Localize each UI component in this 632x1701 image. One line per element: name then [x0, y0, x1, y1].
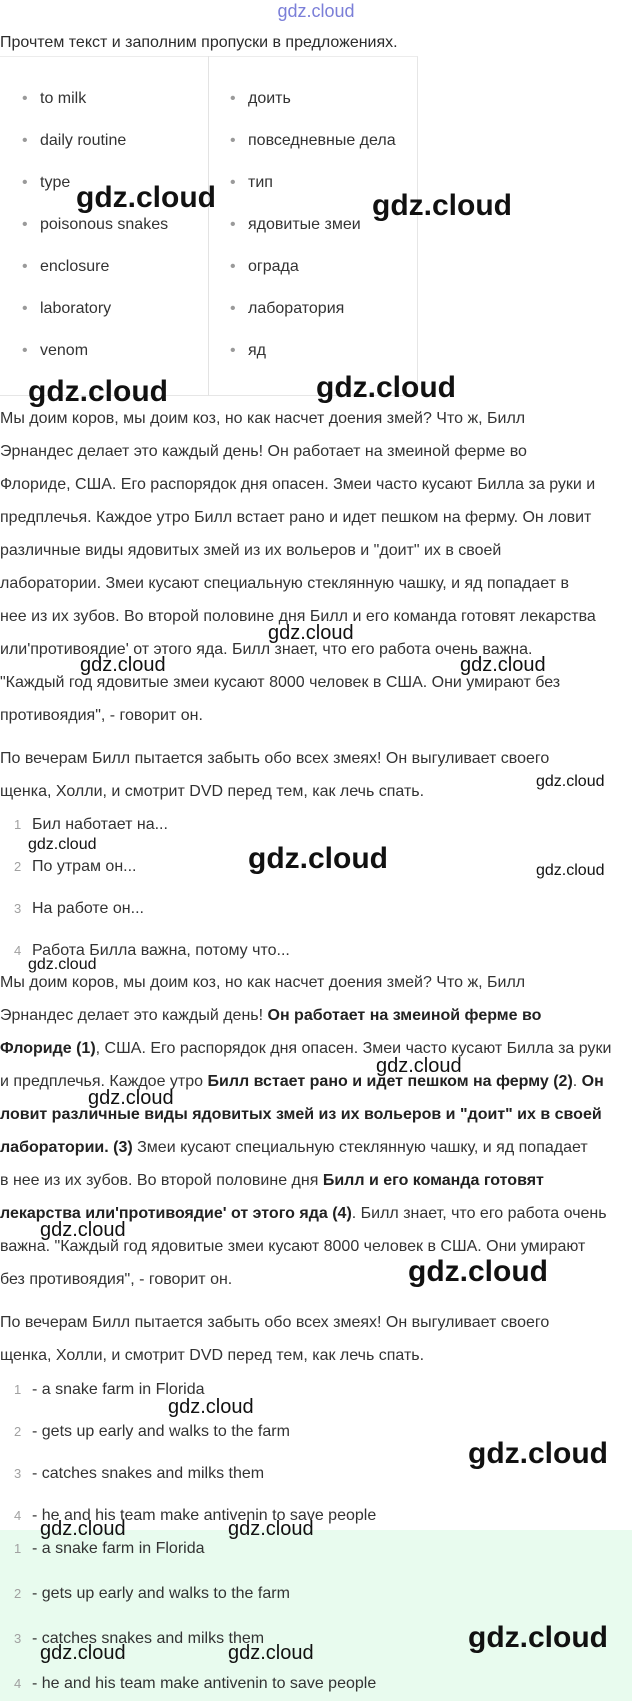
answer-item: 3 - catches snakes and milks them — [14, 1465, 265, 1482]
vocab-ru-item: • ядовитые змеи — [230, 216, 361, 233]
watermark: gdz.cloud — [248, 842, 388, 875]
vocab-en-item: • venom — [22, 342, 89, 359]
vocab-en-item: • daily routine — [22, 132, 127, 149]
vocab-ru-item: • повседневные дела — [230, 132, 396, 149]
vocabulary-divider — [208, 56, 209, 396]
question-item: 3 На работе он... — [14, 900, 144, 917]
watermark: gdz.cloud — [408, 1255, 548, 1288]
vocab-ru-item: • лаборатория — [230, 300, 345, 317]
question-item: 4 Работа Билла важна, потому что... — [14, 942, 290, 959]
watermark: gdz.cloud — [468, 1621, 608, 1654]
answer-highlight: лекарства или'противоядие' от этого яда (4) — [0, 1205, 352, 1222]
answer-highlight: лаборатории. (3) — [0, 1139, 133, 1156]
site-logo: gdz.cloud — [277, 1, 355, 21]
answer-highlight: Билл и его команда готовят — [322, 1172, 544, 1189]
final-answer-item: 4 - he and his team make antivenin to save people — [14, 1675, 377, 1692]
watermark: gdz.cloud — [76, 181, 216, 214]
watermark: gdz.cloud — [40, 1518, 126, 1540]
story-text-annotated-ending: По вечерам Билл пытается забыть обо всех змеях! Он выгуливает своего щенка, Холли, и смотрит DVD перед тем, как лечь спать. — [0, 1314, 550, 1364]
vocab-ru-item: • тип — [230, 174, 273, 191]
answer-item: 4 - he and his team make antivenin to save people — [14, 1507, 377, 1524]
watermark: gdz.cloud — [40, 1642, 126, 1664]
watermark: gdz.cloud — [168, 1396, 254, 1418]
question-item: 2 По утрам он... — [14, 858, 137, 875]
vocab-ru-item: • ограда — [230, 258, 299, 275]
watermark: gdz.cloud — [268, 622, 354, 644]
story-text: Мы доим коров, мы доим коз, но как насчет доения змей? Что ж, Билл Эрнандес делает это каждый день! Он работает на змеиной ферме во Флориде, США. Его распорядок дня опасен. Змеи часто кусают Билла за руки и предплечья. Каждое утро Билл встает рано и идет пешком на ферму. Он ловит различные виды ядовитых змей из их вольеров и "доит" их в своей лаборатории. Змеи кусают специальную стеклянную чашку, и яд попадает в нее из их зубов. Во второй половине дня Билл и его команда готовят лекарства или'противоядие' от этого яда. Билл знает, что его работа очень важна. "Каждый год ядовитые змеи кусают 8000 человек в США. Они умирают без противоядия", - говорит он. — [0, 410, 596, 724]
answer-highlight: Он — [581, 1073, 604, 1090]
vocab-ru-item: • доить — [230, 90, 291, 107]
watermark: gdz.cloud — [316, 371, 456, 404]
vocab-en-item: • poisonous snakes — [22, 216, 169, 233]
answer-highlight: Он работает на змеиной ферме во — [267, 1007, 542, 1024]
final-answer-item: 3 - catches snakes and milks them — [14, 1630, 265, 1647]
story-text-annotated: Мы доим коров, мы доим коз, но как насчет доения змей? Что ж, Билл Эрнандес делает это каждый день! Он работает на змеиной ферме во Флориде (1), США. Его распорядок дня опасен. Змеи часто кусают Билла за руки и предплечья. Каждое утро Билл встает рано и идет пешком на ферму (2). Он ловит различные виды ядовитых змей из их вольеров и "доит" их в своей лаборатории. (3) Змеи кусают специальную стеклянную чашку, и яд попадает в нее из их зубов. Во второй половине дня Билл и его команда готовят лекарства или'противоядие' от этого яда (4). Билл знает, что его работа очень важна. "Каждый год ядовитые змеи кусают 8000 человек в США. Они умирают без противоядия", - говорит он. — [0, 974, 612, 1288]
answer-highlight: ловит различные виды ядовитых змей из их вольеров и "доит" их в своей — [0, 1106, 602, 1123]
watermark: gdz.cloud — [80, 654, 166, 676]
watermark: gdz.cloud — [536, 773, 605, 790]
watermark: gdz.cloud — [88, 1087, 174, 1109]
intro-text: Прочтем текст и заполним пропуски в предложениях. — [0, 34, 398, 51]
question-item: 1 Бил наботает на... — [14, 816, 168, 833]
answer-highlight: Флориде (1) — [0, 1040, 96, 1057]
watermark: gdz.cloud — [28, 956, 97, 973]
story-text-ending: По вечерам Билл пытается забыть обо всех змеях! Он выгуливает своего щенка, Холли, и смотрит DVD перед тем, как лечь спать. — [0, 750, 550, 800]
watermark: gdz.cloud — [40, 1219, 126, 1241]
watermark: gdz.cloud — [536, 862, 605, 879]
watermark: gdz.cloud — [28, 375, 168, 408]
watermark: gdz.cloud — [228, 1642, 314, 1664]
vocab-en-item: • enclosure — [22, 258, 110, 275]
final-answer-item: 1 - a snake farm in Florida — [14, 1540, 205, 1557]
watermark: gdz.cloud — [28, 836, 97, 853]
watermark: gdz.cloud — [468, 1437, 608, 1470]
vocab-en-item: • type — [22, 174, 71, 191]
vocab-en-item: • to milk — [22, 90, 87, 107]
vocab-ru-item: • яд — [230, 342, 266, 359]
final-answer-item: 2 - gets up early and walks to the farm — [14, 1585, 290, 1602]
vocab-en-item: • laboratory — [22, 300, 112, 317]
answer-item: 1 - a snake farm in Florida — [14, 1381, 205, 1398]
watermark: gdz.cloud — [460, 654, 546, 676]
watermark: gdz.cloud — [372, 189, 512, 222]
answer-highlight: Билл встает рано и идет пешком на ферму (2) — [207, 1073, 573, 1090]
answer-item: 2 - gets up early and walks to the farm — [14, 1423, 290, 1440]
watermark: gdz.cloud — [228, 1518, 314, 1540]
watermark: gdz.cloud — [376, 1055, 462, 1077]
